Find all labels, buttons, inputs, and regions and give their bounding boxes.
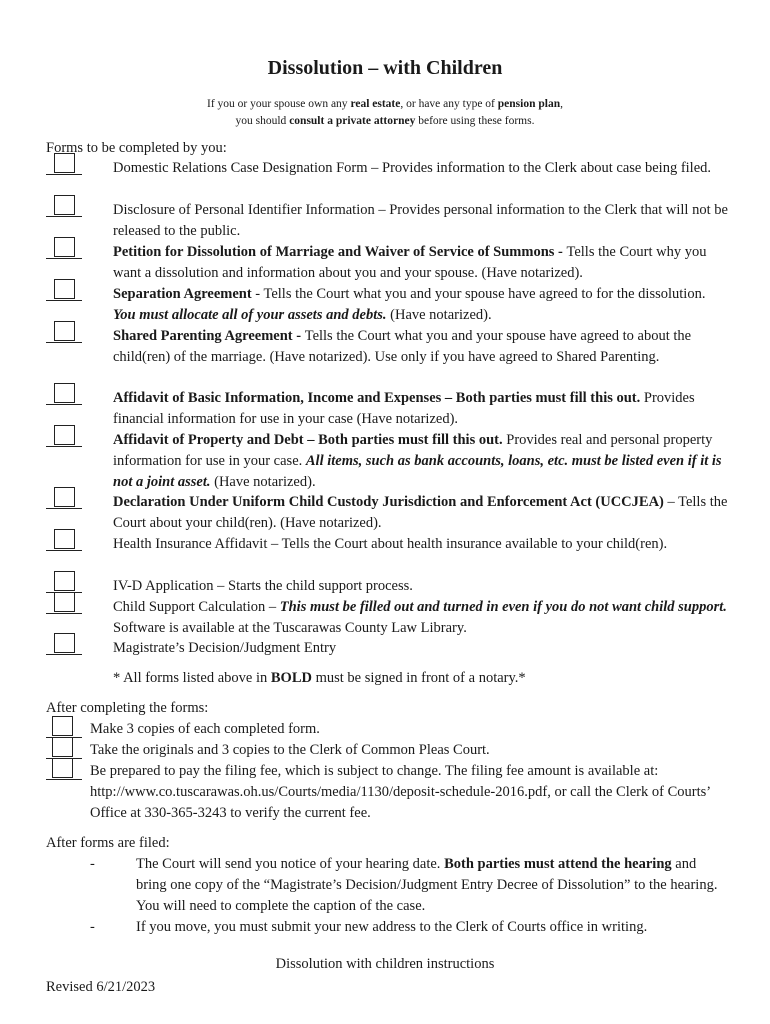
step-checkbox[interactable] — [52, 758, 73, 778]
form-item-text — [113, 534, 728, 555]
form-checkbox[interactable] — [54, 321, 75, 341]
text-run: Provides financial information for use in your case (Have notarized). — [113, 390, 695, 427]
step-checkbox[interactable] — [52, 737, 73, 757]
text-run: Both parties must attend the hearing — [444, 856, 672, 872]
text-run: - Tells the Court what you and your spouse have agreed to for the dissolution. — [251, 286, 706, 302]
text-run: (Have notarized). — [386, 306, 492, 323]
form-checkbox[interactable] — [54, 279, 75, 299]
form-checkbox[interactable] — [54, 633, 75, 653]
document-title: Dissolution – with Children — [267, 57, 503, 79]
form-item-text — [113, 430, 728, 492]
text-run: Shared Parenting Agreement - — [113, 328, 305, 344]
text-run: Domestic Relations Case Designation Form – Provides information to the Clerk about case being filed. — [113, 160, 712, 176]
text-run: Tells the Court what you and your spouse have agreed to about the child(ren) of the marriage. (Have notarized). Use only if you have agreed to Shared Parenting. — [113, 328, 692, 365]
subtitle-line-2: you should consult a private attorney before using these forms. — [235, 115, 535, 127]
text-run: and bring one copy of the “Magistrate’s Decision/Judgment Entry Decree of Dissolution” to the hearing. You will need to complete the caption of the case. — [136, 856, 718, 914]
checkbox-underline — [46, 174, 82, 175]
text-run: (Have notarized). — [210, 473, 316, 490]
text-run: If you move, you must submit your new address to the Clerk of Courts office in writing. — [136, 919, 648, 935]
text-run: Declaration Under Uniform Child Custody Jurisdiction and Enforcement Act (UCCJEA) — [113, 494, 664, 510]
form-checkbox[interactable] — [54, 592, 75, 612]
text-run: Provides real and personal property information for use in your case. — [113, 432, 713, 469]
form-checkbox[interactable] — [54, 195, 75, 215]
checkbox-underline — [46, 508, 82, 509]
text-run: This must be filled out and turned in even if you do not want child support. — [279, 599, 727, 615]
list-dash: - — [90, 919, 95, 935]
text-run: IV-D Application – Starts the child support process. — [113, 578, 413, 594]
text-run: Magistrate’s Decision/Judgment Entry — [113, 640, 337, 656]
text-run: Affidavit of Basic Information, Income and Expenses – Both parties must fill this out. — [113, 390, 641, 406]
form-item-text — [113, 242, 728, 284]
text-run: Affidavit of Property and Debt – Both parties must fill this out. — [113, 432, 503, 448]
checkbox-underline — [46, 216, 82, 217]
text-run: Software is available at the Tuscarawas County Law Library. — [113, 619, 467, 636]
form-item-text — [113, 638, 728, 659]
form-checkbox[interactable] — [54, 487, 75, 507]
form-checkbox[interactable] — [54, 153, 75, 173]
form-checkbox[interactable] — [54, 237, 75, 257]
checkbox-underline — [46, 300, 82, 301]
text-run: You must allocate all of your assets and debts. — [113, 306, 387, 323]
form-item-text — [113, 200, 728, 242]
after-completing-heading: After completing the forms: — [46, 700, 209, 716]
text-run: All items, such as bank accounts, loans, etc. must be listed even if it is not a joint asset. — [113, 452, 722, 490]
text-run: Separation Agreement — [113, 286, 252, 302]
step-checkbox[interactable] — [52, 716, 73, 736]
form-item-text — [113, 492, 728, 534]
text-run: Tells the Court why you want a dissolution and information about you and your spouse. (Have notarized). — [113, 244, 707, 281]
subtitle-line-1: If you or your spouse own any real estate, or have any type of pension plan, — [207, 98, 563, 110]
form-item-text — [113, 158, 728, 179]
footer-title: Dissolution with children instructions — [275, 956, 495, 972]
form-item-text — [113, 326, 728, 368]
checkbox-underline — [46, 613, 82, 614]
forms-heading: Forms to be completed by you: — [46, 140, 227, 156]
form-item-text — [113, 597, 728, 639]
form-checkbox[interactable] — [54, 529, 75, 549]
checkbox-underline — [46, 779, 82, 780]
form-checkbox[interactable] — [54, 425, 75, 445]
text-run: The Court will send you notice of your hearing date. — [136, 856, 445, 872]
list-item-text — [136, 917, 730, 938]
form-item-text — [113, 388, 728, 430]
list-dash: - — [90, 856, 95, 872]
text-run: Disclosure of Personal Identifier Information – Provides personal information to the Clerk that will not be released to the public. — [113, 202, 728, 239]
checkbox-underline — [46, 342, 82, 343]
after-filed-heading: After forms are filed: — [46, 835, 170, 851]
form-checkbox[interactable] — [54, 383, 75, 403]
form-checkbox[interactable] — [54, 571, 75, 591]
text-run: Child Support Calculation – — [113, 599, 280, 615]
step-text: Make 3 copies of each completed form. — [90, 721, 320, 737]
step-text: Be prepared to pay the filing fee, which is subject to change. The filing fee amount is available at: http://www.co.tuscarawas.oh.us/Courts/media/1130/deposit-schedule-2016.pdf, or call the Clerk of Courts’ Office at 330-365-3243 to verify the current fee. — [90, 763, 711, 821]
text-run: – Tells the Court about your child(ren). (Have notarized). — [113, 494, 728, 531]
checkbox-underline — [46, 446, 82, 447]
text-run: Health Insurance Affidavit – Tells the Court about health insurance available to your child(ren). — [113, 536, 668, 552]
revised-date: Revised 6/21/2023 — [46, 979, 156, 995]
text-run: Petition for Dissolution of Marriage and Waiver of Service of Summons - — [113, 244, 567, 260]
checkbox-underline — [46, 550, 82, 551]
notary-note: * All forms listed above in BOLD must be signed in front of a notary.* — [113, 670, 526, 686]
checkbox-underline — [46, 258, 82, 259]
checkbox-underline — [46, 404, 82, 405]
form-item-text — [113, 576, 728, 597]
list-item-text — [136, 854, 730, 916]
step-text: Take the originals and 3 copies to the Clerk of Common Pleas Court. — [90, 742, 490, 758]
checkbox-underline — [46, 654, 82, 655]
form-item-text — [113, 284, 728, 326]
